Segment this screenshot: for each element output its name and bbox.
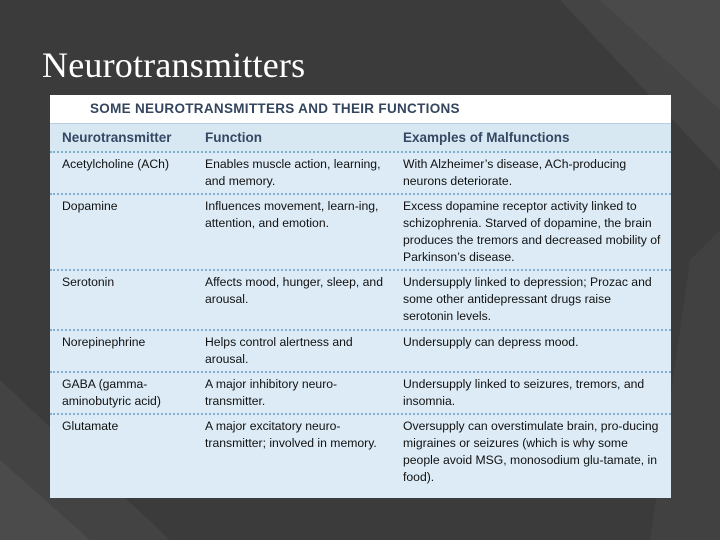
table-heading: SOME NEUROTRANSMITTERS AND THEIR FUNCTIONS xyxy=(50,95,671,124)
table-row xyxy=(50,373,671,415)
cell-function: Enables muscle action, learning, and memory. xyxy=(205,157,381,188)
cell-neurotransmitter: Acetylcholine (ACh) xyxy=(62,157,170,171)
table-row xyxy=(50,415,671,495)
column-header-neurotransmitter: Neurotransmitter xyxy=(62,130,172,145)
cell-malfunction: With Alzheimer’s disease, ACh-producing neurons deteriorate. xyxy=(403,157,627,188)
cell-neurotransmitter: Serotonin xyxy=(62,275,115,289)
slide-title: Neurotransmitters xyxy=(42,45,306,85)
cell-function: Influences movement, learn-ing, attention, and emotion. xyxy=(205,199,379,230)
table-header-row xyxy=(50,124,671,153)
cell-function: Helps control alertness and arousal. xyxy=(205,335,353,366)
cell-function: A major excitatory neuro-transmitter; involved in memory. xyxy=(205,419,377,450)
table-row xyxy=(50,331,671,373)
cell-function: Affects mood, hunger, sleep, and arousal. xyxy=(205,275,383,306)
cell-neurotransmitter: Norepinephrine xyxy=(62,335,146,349)
neurotransmitter-table xyxy=(50,95,671,498)
table-row xyxy=(50,195,671,271)
table-row xyxy=(50,271,671,331)
cell-neurotransmitter: Glutamate xyxy=(62,419,119,433)
cell-neurotransmitter: Dopamine xyxy=(62,199,118,213)
column-header-malfunctions: Examples of Malfunctions xyxy=(403,130,570,145)
cell-malfunction: Undersupply can depress mood. xyxy=(403,335,579,349)
cell-neurotransmitter: GABA (gamma-aminobutyric acid) xyxy=(62,377,161,408)
cell-malfunction: Oversupply can overstimulate brain, pro-ducing migraines or seizures (which is why some people avoid MSG, monosodium glu-tamate, in food). xyxy=(403,419,659,484)
table-row xyxy=(50,153,671,195)
cell-malfunction: Undersupply linked to seizures, tremors, and insomnia. xyxy=(403,377,645,408)
cell-malfunction: Undersupply linked to depression; Prozac and some other antidepressant drugs raise serotonin levels. xyxy=(403,275,652,323)
cell-malfunction: Excess dopamine receptor activity linked to schizophrenia. Starved of dopamine, the brain produces the tremors and decreased mobility of Parkinson’s disease. xyxy=(403,199,661,264)
column-header-function: Function xyxy=(205,130,262,145)
cell-function: A major inhibitory neuro-transmitter. xyxy=(205,377,338,408)
